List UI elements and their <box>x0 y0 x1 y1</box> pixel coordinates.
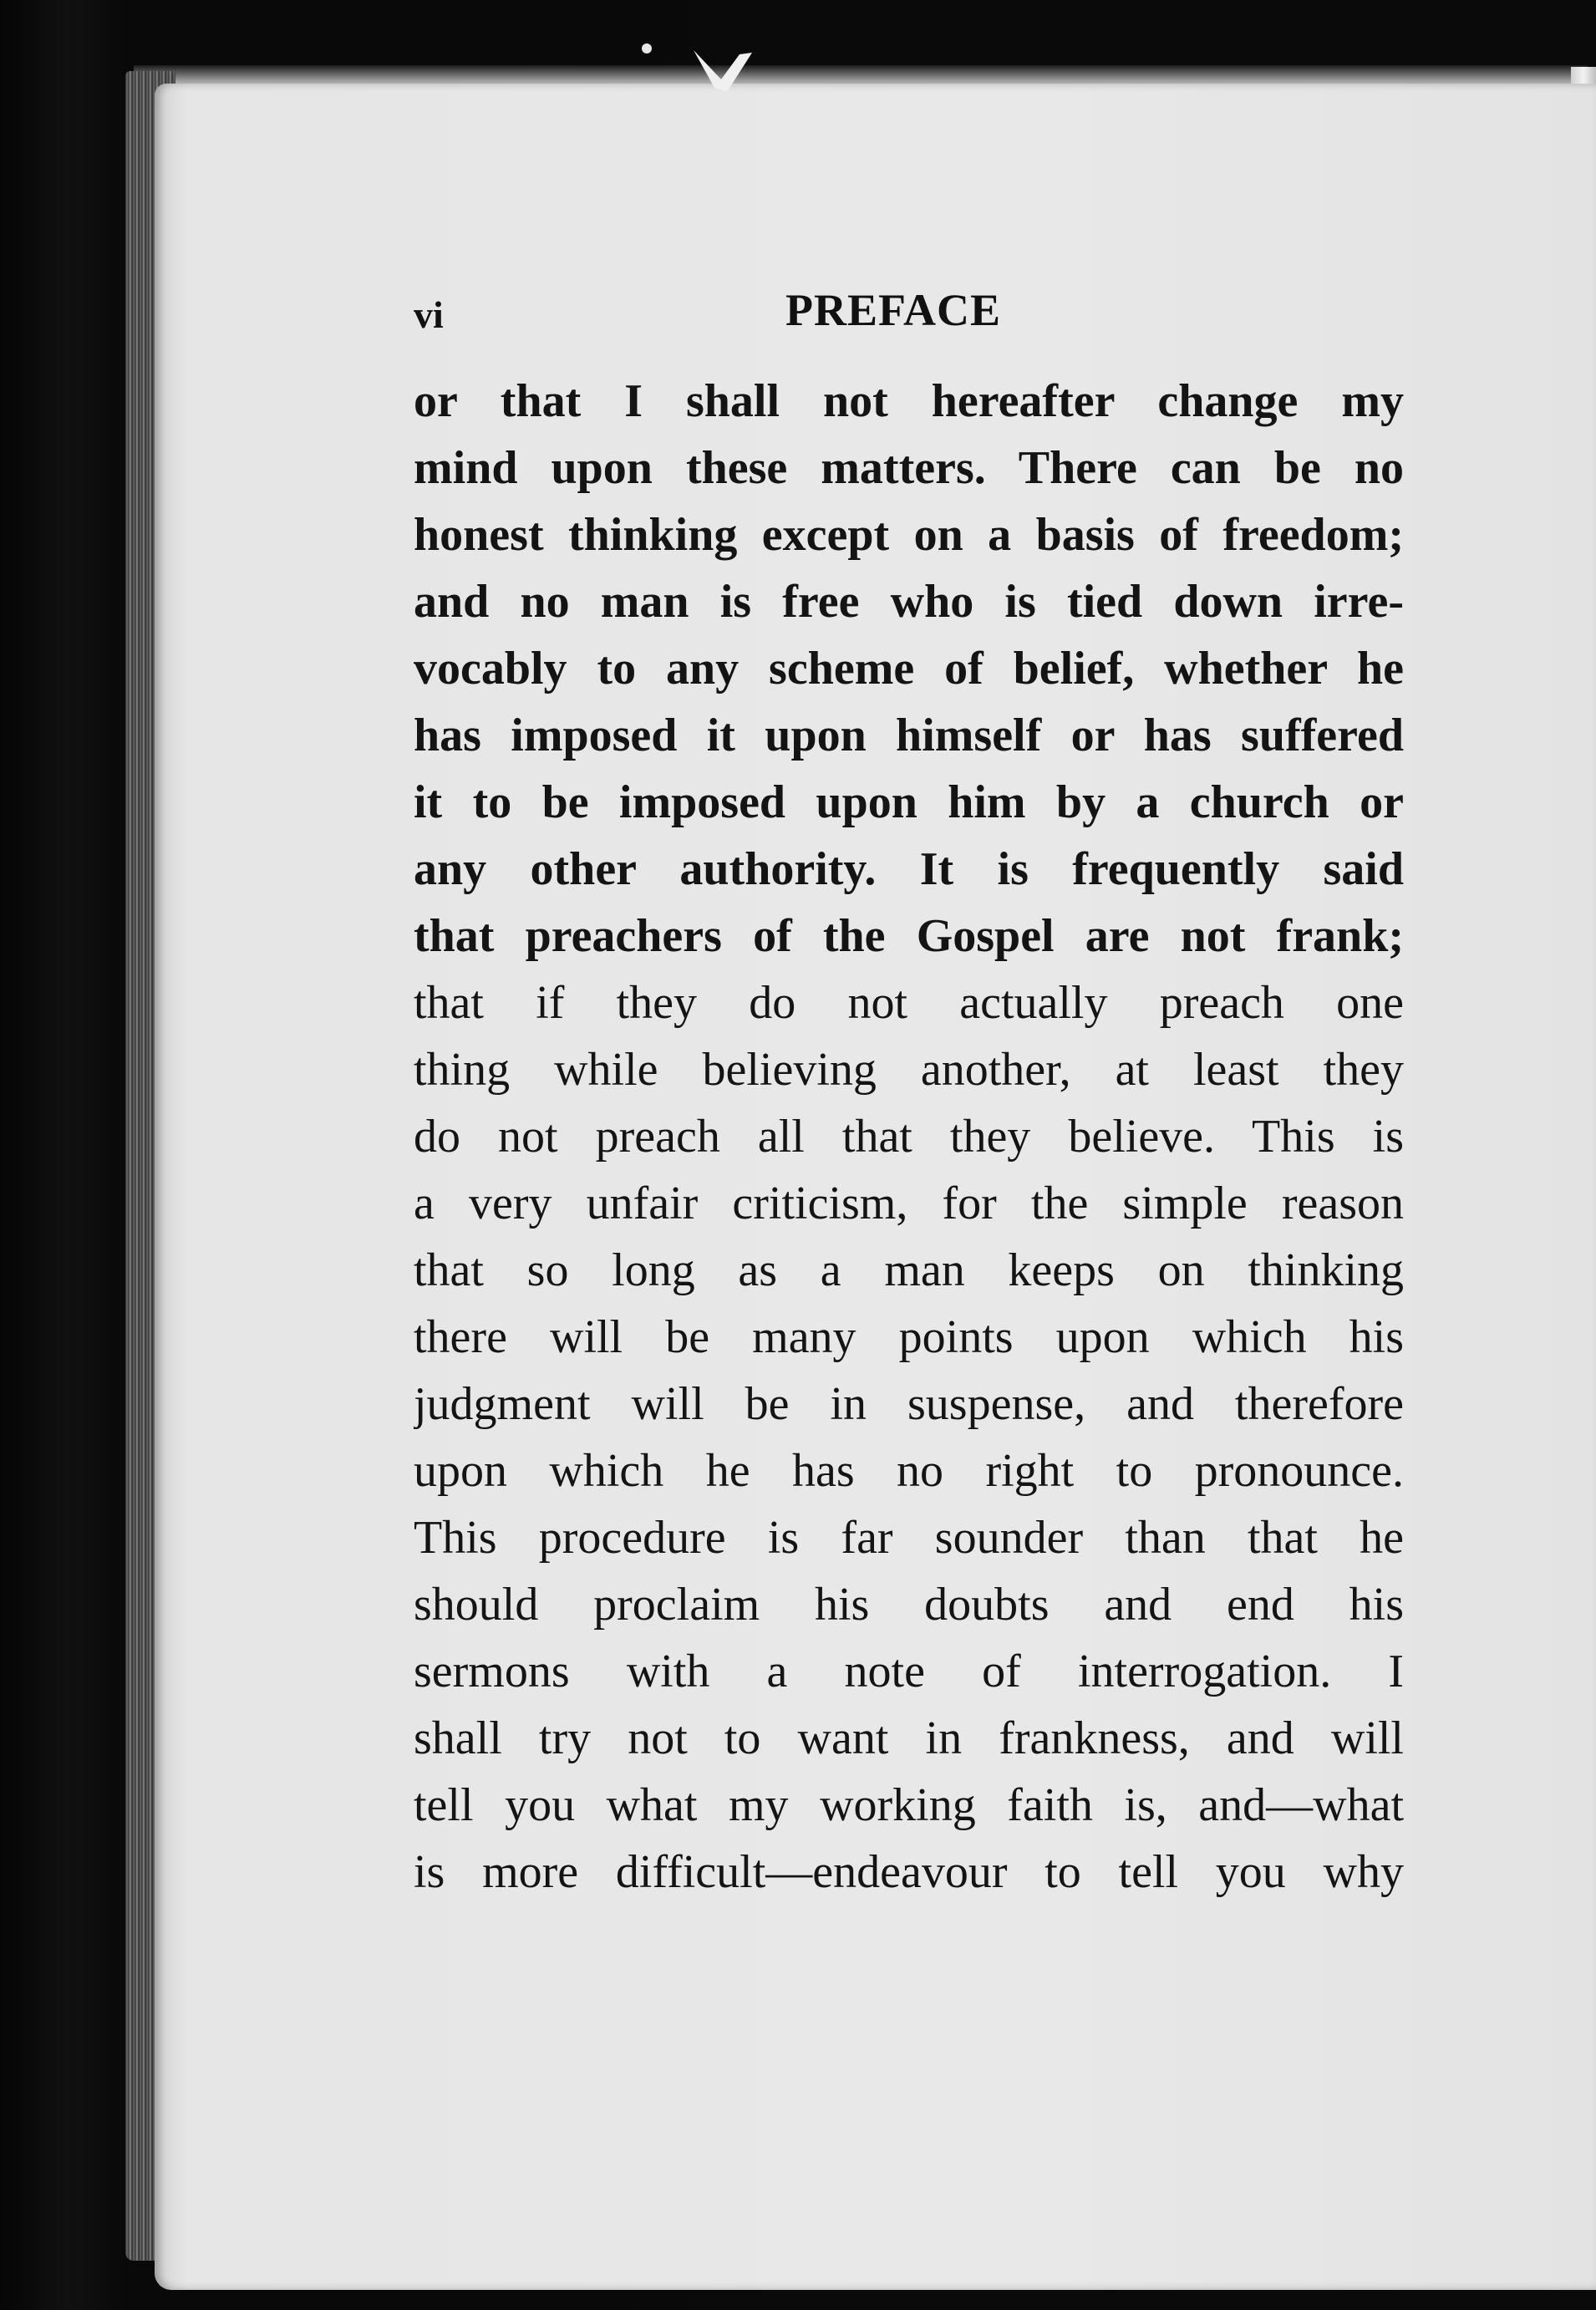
running-head <box>414 284 1400 351</box>
text-line: should proclaim his doubts and end his <box>414 1579 1404 1631</box>
text-line: honest thinking except on a basis of freedom; <box>414 509 1404 561</box>
torn-notch-mark <box>689 46 756 96</box>
text-line: tell you what my working faith is, and—what <box>414 1779 1404 1831</box>
page-number: vi <box>414 293 444 336</box>
text-line: judgment will be in suspense, and therefore <box>414 1378 1404 1430</box>
text-line: that so long as a man keeps on thinking <box>414 1244 1404 1296</box>
body-text <box>414 368 1404 1905</box>
text-line: that preachers of the Gospel are not frank; <box>414 910 1404 962</box>
text-line: thing while believing another, at least they <box>414 1044 1404 1096</box>
dust-speck <box>642 43 652 53</box>
text-line: that if they do not actually preach one <box>414 977 1404 1029</box>
text-line: shall try not to want in frankness, and will <box>414 1712 1404 1764</box>
text-line: sermons with a note of interrogation. I <box>414 1646 1404 1697</box>
text-line: mind upon these matters. There can be no <box>414 442 1404 494</box>
text-line: any other authority. It is frequently said <box>414 843 1404 895</box>
text-line: This procedure is far sounder than that he <box>414 1512 1404 1564</box>
text-line: there will be many points upon which his <box>414 1311 1404 1363</box>
text-line: is more difficult—endeavour to tell you why <box>414 1846 1404 1898</box>
text-line: or that I shall not hereafter change my <box>414 375 1404 427</box>
text-line: a very unfair criticism, for the simple reason <box>414 1178 1404 1229</box>
text-line: it to be imposed upon him by a church or <box>414 776 1404 828</box>
running-title: PREFACE <box>785 285 1001 335</box>
text-line: has imposed it upon himself or has suffered <box>414 710 1404 761</box>
text-line: vocably to any scheme of belief, whether he <box>414 643 1404 695</box>
text-line: do not preach all that they believe. This is <box>414 1111 1404 1163</box>
text-line: and no man is free who is tied down irre- <box>414 576 1404 628</box>
text-line: upon which he has no right to pronounce. <box>414 1445 1404 1497</box>
